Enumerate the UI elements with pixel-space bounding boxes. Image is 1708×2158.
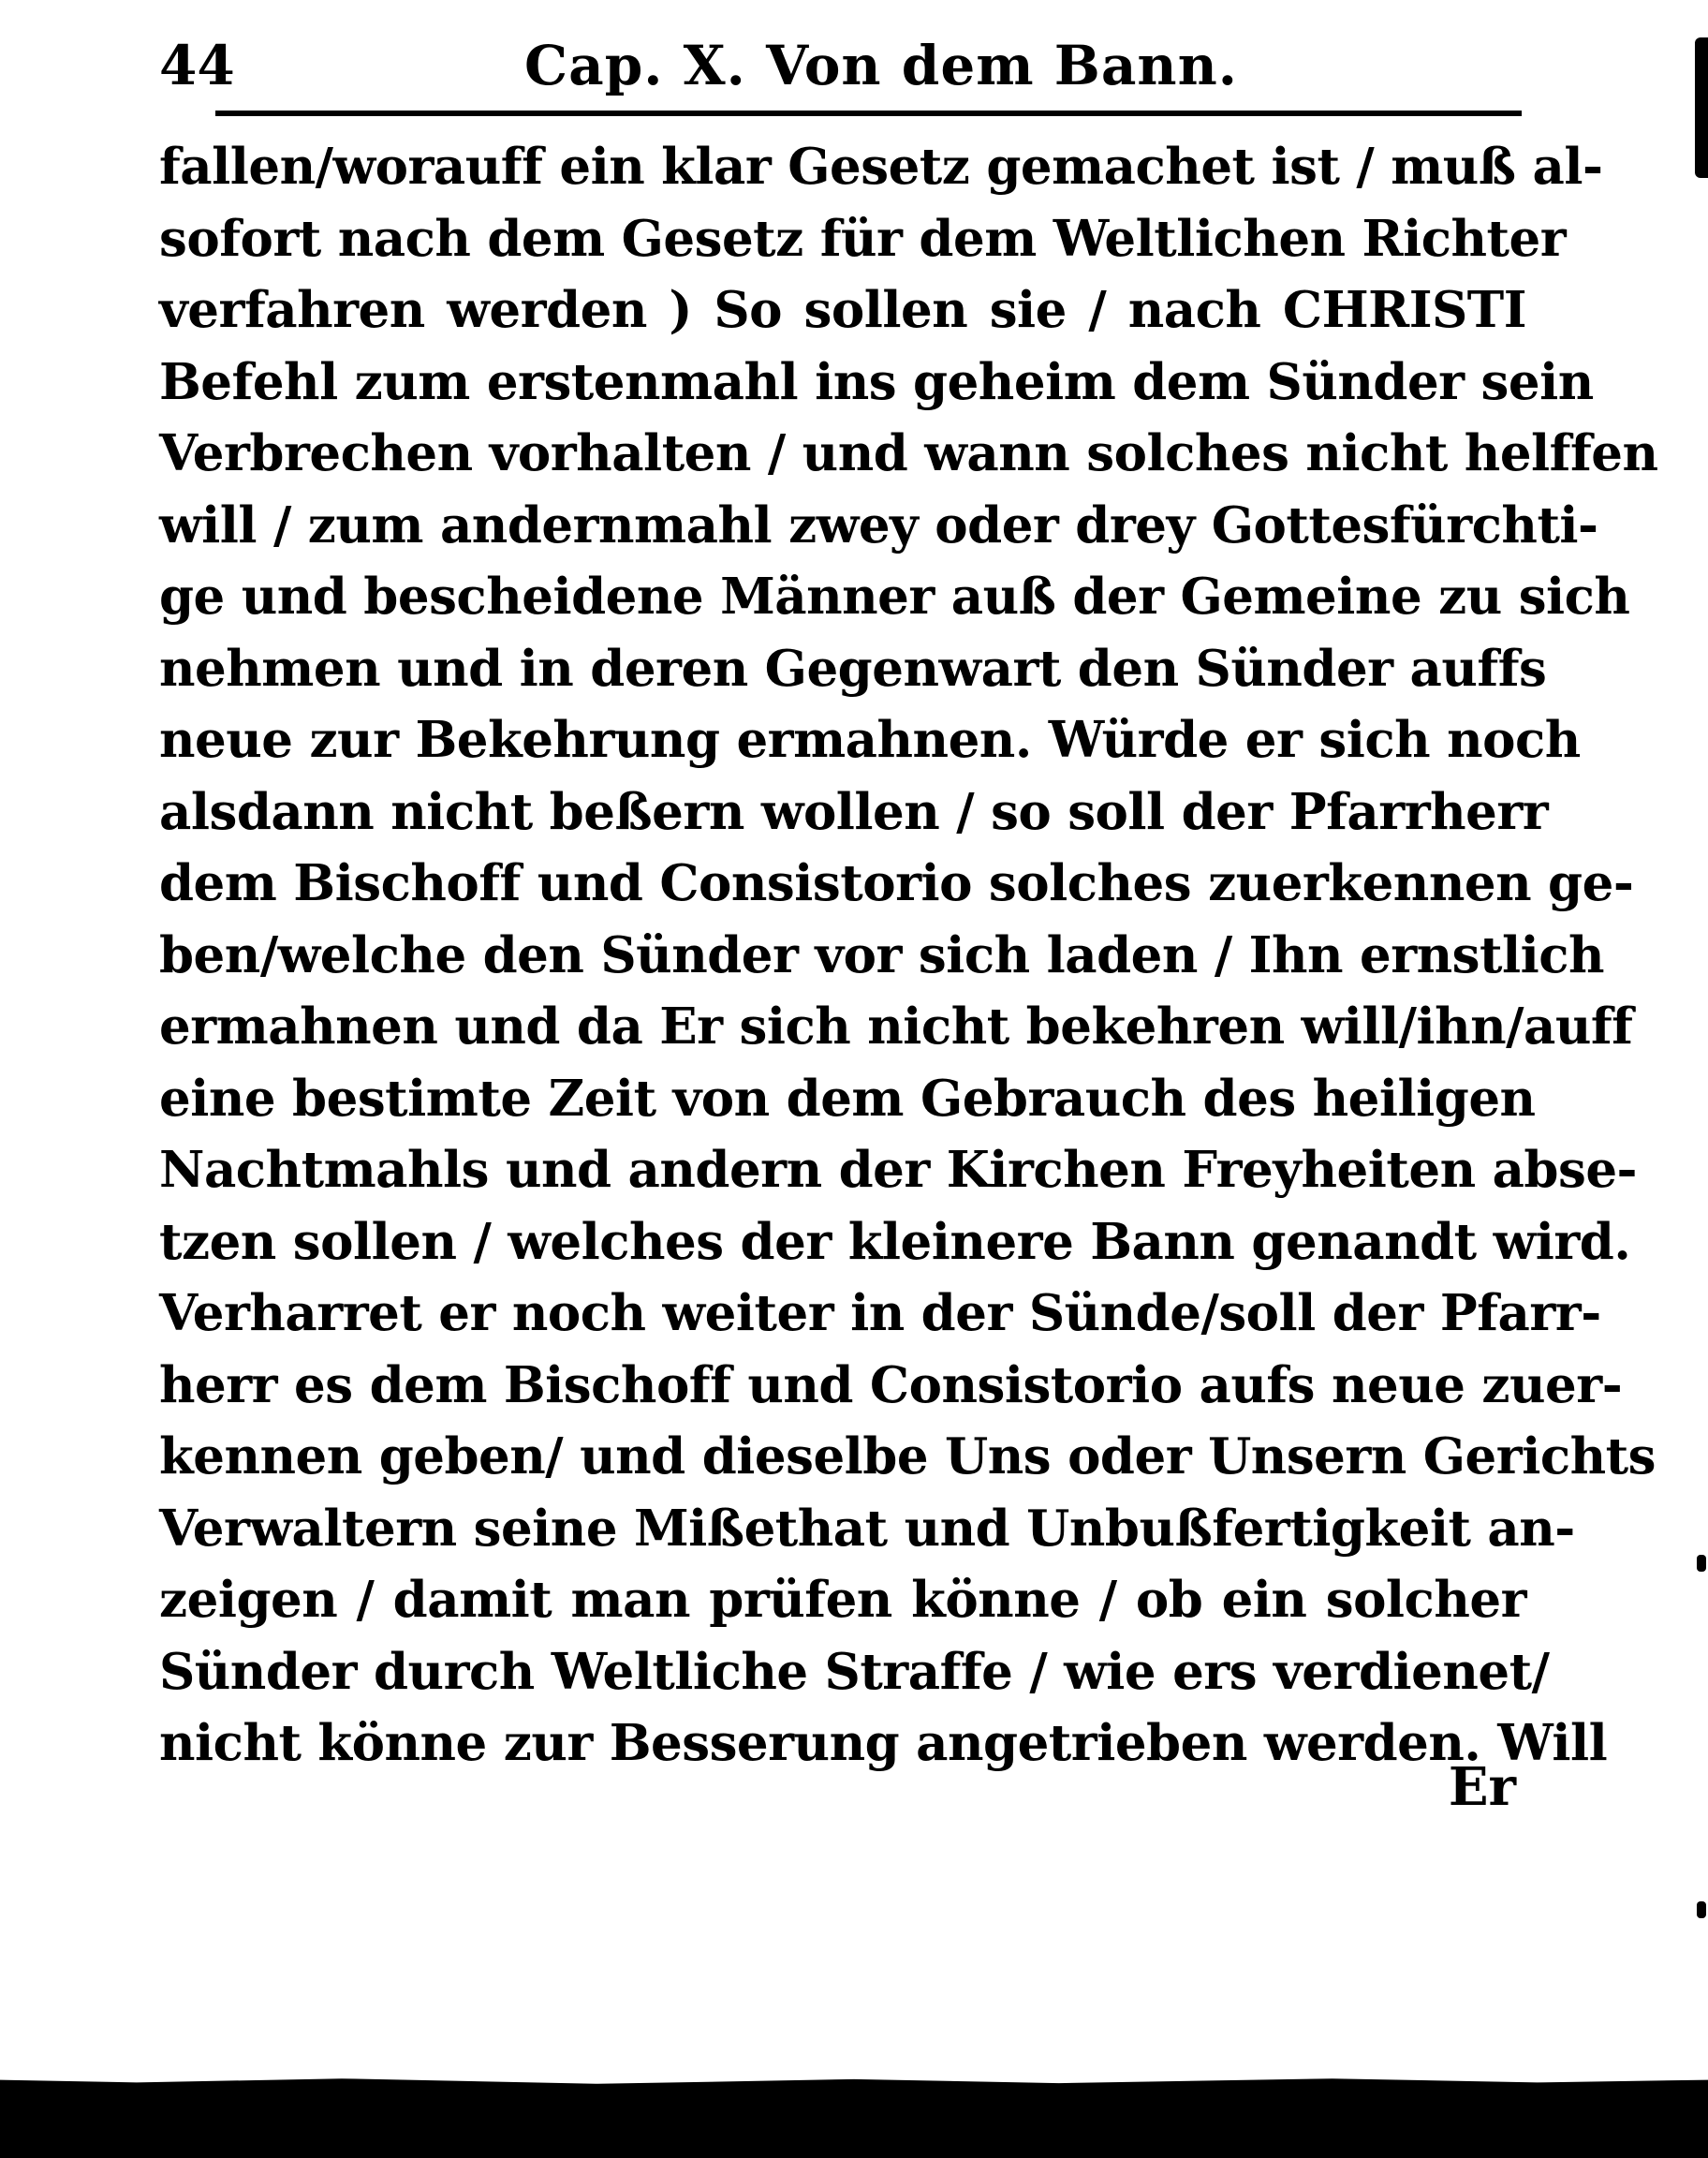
text-line: sofort nach dem Gesetz für dem Weltlichen Richter [159,209,1567,268]
scan-speck [1697,1901,1706,1918]
text-line: Verwaltern seine Mißethat und Unbußfertigkeit an- [159,1499,1575,1558]
text-line: will / zum andernmahl zwey oder drey Gottesfürchti- [159,495,1598,554]
text-line: herr es dem Bischoff und Consistorio aufs neue zuer- [159,1355,1623,1414]
text-line: Nachtmahls und andern der Kirchen Freyheiten abse- [159,1141,1638,1199]
text-line: Befehl zum erstenmahl ins geheim dem Sünder sein [159,352,1594,411]
body-text [159,131,1658,1780]
text-line: kennen geben/ und dieselbe Uns oder Unsern Gerichts [159,1427,1656,1485]
text-line: alsdann nicht beßern wollen / so soll der Pfarrherr [159,782,1549,841]
catchword: Er [1448,1756,1516,1818]
text-line: eine bestimte Zeit von dem Gebrauch des heiligen [159,1069,1536,1128]
page-header [159,28,1526,103]
text-line: neue zur Bekehrung ermahnen. Würde er sich noch [159,711,1581,769]
scan-speck [1697,1555,1706,1572]
text-line: ermahnen und da Er sich nicht bekehren will/ihn/auff [159,998,1633,1056]
running-head: Cap. X. Von dem Bann. [524,34,1238,97]
text-line: nicht könne zur Besserung angetrieben werden. Will [159,1714,1608,1772]
text-line: ge und bescheidene Männer auß der Gemeine zu sich [159,568,1630,626]
page-edge-shadow [1695,37,1708,178]
text-line: fallen/worauff ein klar Gesetz gemachet ist / muß al- [159,138,1603,196]
text-line: Verbrechen vorhalten / und wann solches nicht helffen [159,424,1658,482]
text-line: nehmen und in deren Gegenwart den Sünder auffs [159,639,1547,698]
page-number: 44 [159,34,235,97]
text-line: Sünder durch Weltliche Straffe / wie ers verdienet/ [159,1642,1550,1701]
text-line: tzen sollen / welches der kleinere Bann genandt wird. [159,1212,1631,1271]
text-line: Verharret er noch weiter in der Sünde/soll der Pfarr- [159,1284,1601,1342]
scan-bottom-edge [0,2084,1708,2158]
text-line: zeigen / damit man prüfen könne / ob ein solcher [159,1571,1526,1629]
text-line: ben/welche den Sünder vor sich laden / Ihn ernstlich [159,925,1605,984]
text-line: verfahren werden ) So sollen sie / nach CHRISTI [159,281,1526,339]
header-rule [215,111,1522,116]
text-line: dem Bischoff und Consistorio solches zuerkennen ge- [159,854,1634,912]
